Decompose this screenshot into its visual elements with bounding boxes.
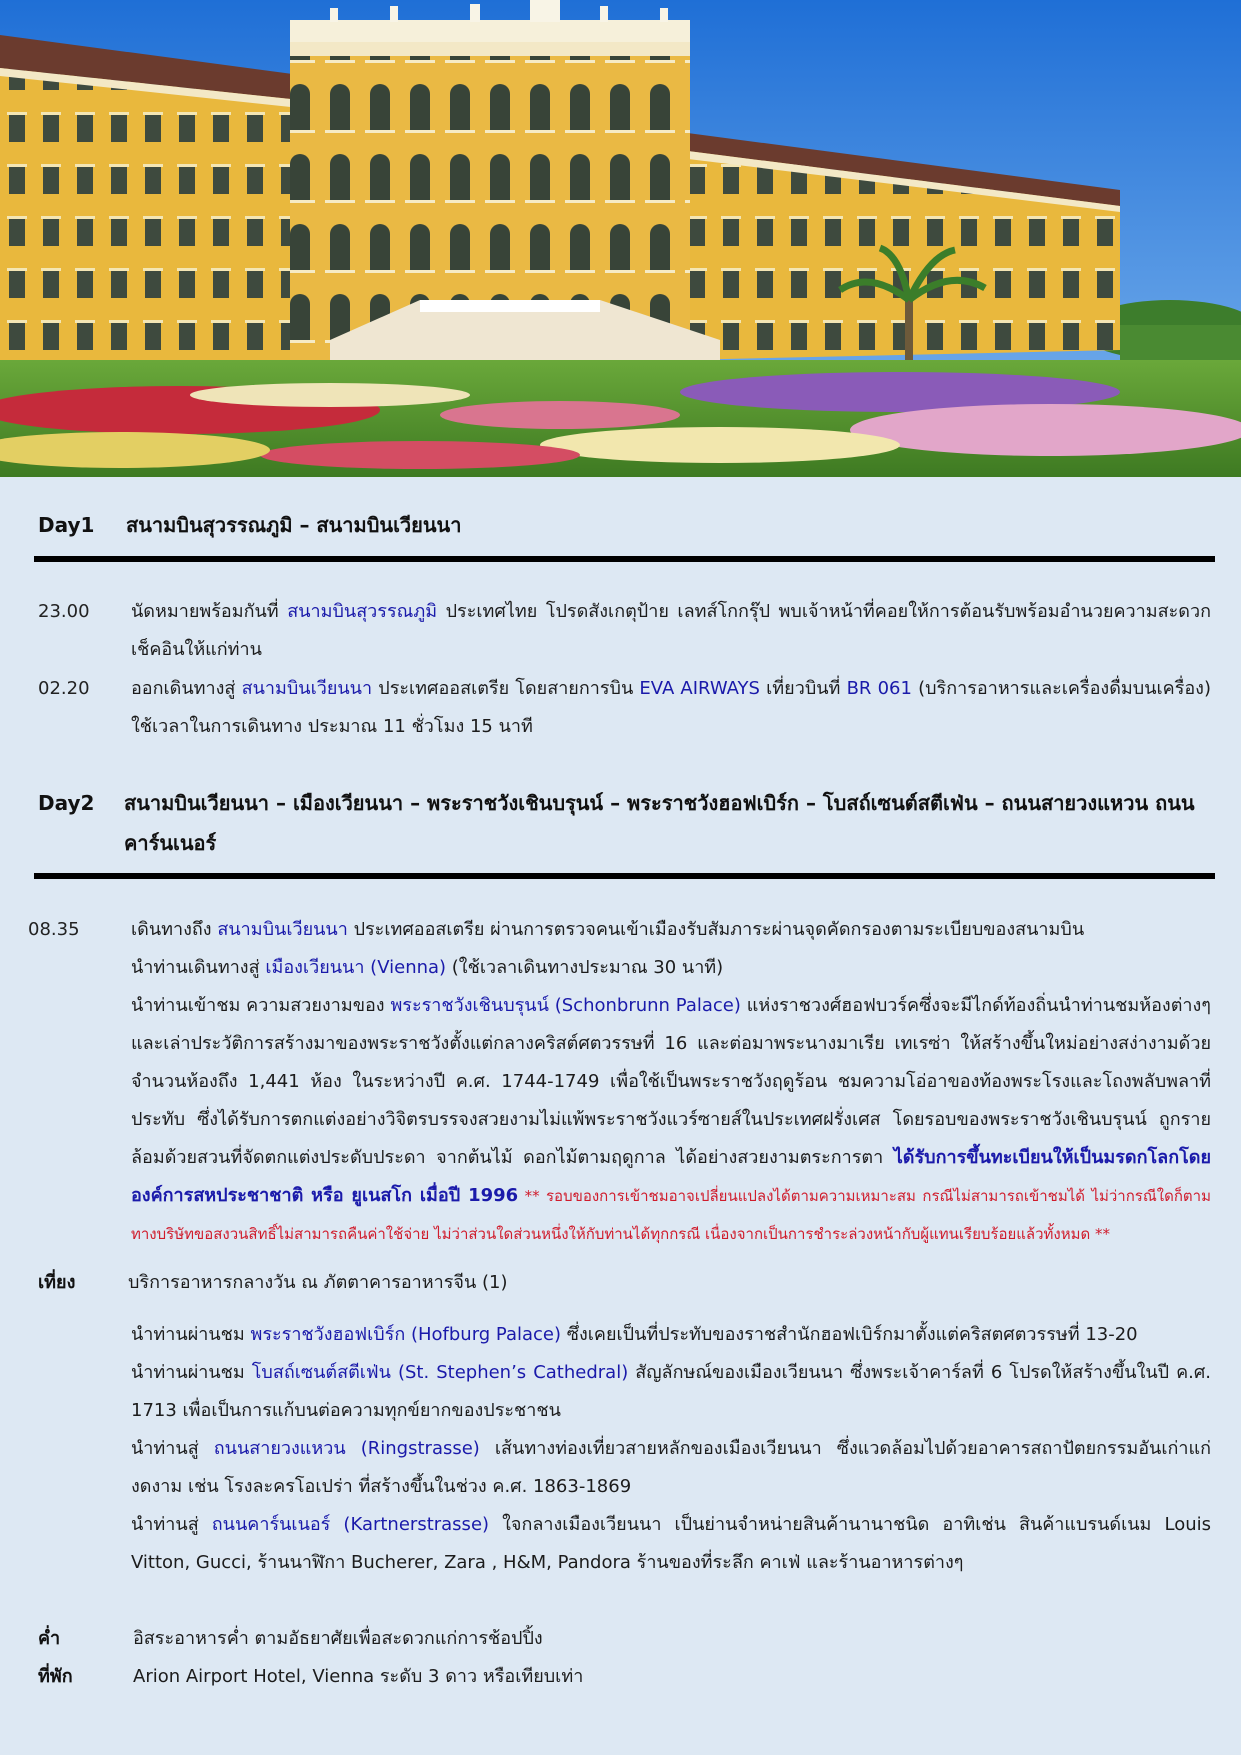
day1-item-text: นัดหมายพร้อมกันที่ สนามบินสุวรรณภูมิ ประเทศไทย โปรดสังเกตุป้าย เลทส์โกกรุ๊ป พบเจ้าหน้าที่คอยให้การต้อนรับพร้อมอำนวยความสะดวกเช็คอินให้แก่ท่าน <box>131 601 1211 660</box>
highlight-airline: EVA AIRWAYS <box>639 678 760 699</box>
hotel-text: Arion Airport Hotel, Vienna ระดับ 3 ดาว หรือเทียบเท่า <box>133 1666 584 1687</box>
day2-header <box>38 783 1213 867</box>
paragraph: นำท่านผ่านชม พระราชวังฮอฟเบิร์ก (Hofburg Palace) ซึ่งเคยเป็นที่ประทับของราชสำนักฮอฟเบิร์กมาตั้งแต่คริสตศตวรรษที่ 13-20 <box>131 1324 1138 1345</box>
day1-divider <box>34 556 1215 562</box>
paragraph: เดินทางถึง สนามบินเวียนนา ประเทศออสเตรีย ผ่านการตรวจคนเข้าเมืองรับสัมภาระผ่านจุดคัดกรองตามระเบียบของสนามบิน <box>131 919 1085 940</box>
highlight-place: สนามบินเวียนนา <box>217 919 348 940</box>
day2-divider <box>34 873 1215 879</box>
meal-text: บริการอาหารกลางวัน ณ ภัตตาคารอาหารจีน (1) <box>128 1272 508 1293</box>
highlight-place: สนามบินสุวรรณภูมิ <box>287 601 438 622</box>
paragraph: นำท่านผ่านชม โบสถ์เซนต์สตีเฟ่น (St. Stephen’s Cathedral) สัญลักษณ์ของเมืองเวียนนา ซึ่งพระเจ้าคาร์ลที่ 6 โปรดให้สร้างขึ้นในปี ค.ศ. 1713 เพื่อเป็นการแก้บนต่อความทุกข์ยากของประชาชน <box>131 1362 1212 1421</box>
day1-header <box>38 513 1213 553</box>
hero-photo <box>0 0 1241 477</box>
time-label: 08.35 <box>28 919 80 940</box>
paragraph: นำท่านเข้าชม ความสวยงามของ พระราชวังเชินบรุนน์ (Schonbrunn Palace) แห่งราชวงศ์ฮอฟบวร์คซึ่งจะมีไกด์ท้องถิ่นนำท่านชมห้องต่างๆและเล่าประวัติการสร้างมาของพระราชวังตั้งแต่กลางคริสต์ศตวรรษที่ 16 และต่อมาพระนางมาเรีย เทเรซ่า ให้สร้างขึ้นใหม่อย่างสง่างามด้วยจำนวนห้องถึง 1,441 ห้อง ในระหว่างปี ค.ศ. 1744-1749 เพื่อใช้เป็นพระราชวังฤดูร้อน ชมความโอ่อาของท้องพระโรงและโถงพลับพลาที่ประทับ ซึ่งได้รับการตกแต่งอย่างวิจิตรบรรจงสวยงามไม่แพ้พระราชวังแวร์ซายส์ในประเทศฝรั่งเศส โดยรอบของพระราชวังเชินบรุนน์ ถูกรายล้อมด้วยสวนที่จัดตกแต่งประดับประดา จากต้นไม้ ดอกไม้ตามฤดูกาล ได้อย่างสวยงามตระการตา ได้รับการขึ้นทะเบียนให้เป็นมรดกโลกโดยองค์การสหประชาชาติ หรือ ยูเนสโก เมื่อปี 1996 ** รอบของการเข้าชมอาจเปลี่ยนแปลงได้ตามความเหมาะสม กรณีไม่สามารถเข้าชมได้ ไม่ว่ากรณีใดก็ตาม ทางบริษัทขอสงวนสิทธิ์ไม่สามารถคืนค่าใช้จ่าย ไม่ว่าส่วนใดส่วนหนึ่งให้กับท่านได้ทุกกรณี เนื่องจากเป็นการชำระล่วงหน้ากับผู้แทนเรียบร้อยแล้วทั้งหมด ** <box>131 995 1211 1243</box>
disclaimer-note: ** รอบของการเข้าชมอาจเปลี่ยนแปลงได้ตามความเหมาะสม กรณีไม่สามารถเข้าชมได้ ไม่ว่ากรณีใดก็ตาม ทางบริษัทขอสงวนสิทธิ์ไม่สามารถคืนค่าใช้จ่าย ไม่ว่าส่วนใดส่วนหนึ่งให้กับท่านได้ทุกกรณี เนื่องจากเป็นการชำระล่วงหน้ากับผู้แทนเรียบร้อยแล้วทั้งหมด ** <box>131 1187 1211 1243</box>
schonbrunn-palace-photo <box>0 0 1241 477</box>
time-label: 02.20 <box>38 678 90 699</box>
highlight-place: เมืองเวียนนา (Vienna) <box>265 957 447 978</box>
highlight-unesco: ได้รับการขึ้นทะเบียนให้เป็นมรดกโลกโดยองค์การสหประชาชาติ หรือ ยูเนสโก เมื่อปี 1996 <box>131 1147 1211 1206</box>
highlight-place: ถนนสายวงแหวน (Ringstrasse) <box>213 1438 480 1459</box>
highlight-place: ถนนคาร์นเนอร์ (Kartnerstrasse) <box>211 1514 490 1535</box>
day1-title: สนามบินสุวรรณภูมิ – สนามบินเวียนนา <box>126 513 462 537</box>
hotel-label: ที่พัก <box>38 1666 73 1687</box>
day2-morning-text <box>131 911 1211 1253</box>
day2-label: Day2 <box>38 791 95 815</box>
highlight-place: สนามบินเวียนนา <box>241 678 373 699</box>
highlight-place: โบสถ์เซนต์สตีเฟ่น (St. Stephen’s Cathedral) <box>251 1362 629 1383</box>
highlight-flight: BR 061 <box>846 678 912 699</box>
day1-item-text: ออกเดินทางสู่ สนามบินเวียนนา ประเทศออสเตรีย โดยสายการบิน EVA AIRWAYS เที่ยวบินที่ BR 061 (บริการอาหารและเครื่องดื่มบนเครื่อง) ใช้เวลาในการเดินทาง ประมาณ 11 ชั่วโมง 15 นาที <box>131 678 1211 737</box>
paragraph: นำท่านสู่ ถนนคาร์นเนอร์ (Kartnerstrasse) ใจกลางเมืองเวียนนา เป็นย่านจำหน่ายสินค้านานาชนิด อาทิเช่น สินค้าแบรนด์เนม Louis Vitton, Gucci, ร้านนาฬิกา Bucherer, Zara , H&M, Pandora ร้านของที่ระลึก คาเฟ่ และร้านอาหารต่างๆ <box>131 1514 1212 1573</box>
meal-label: ค่ำ <box>38 1628 61 1649</box>
meal-text: อิสระอาหารค่ำ ตามอัธยาศัยเพื่อสะดวกแก่การช้อปปิ้ง <box>133 1628 543 1649</box>
paragraph: นำท่านเดินทางสู่ เมืองเวียนนา (Vienna) (ใช้เวลาเดินทางประมาณ 30 นาที) <box>131 957 724 978</box>
day2-afternoon-text <box>131 1316 1211 1582</box>
meal-label: เที่ยง <box>38 1272 76 1293</box>
paragraph: นำท่านสู่ ถนนสายวงแหวน (Ringstrasse) เส้นทางท่องเที่ยวสายหลักของเมืองเวียนนา ซึ่งแวดล้อมไปด้วยอาคารสถาปัตยกรรมอันเก่าแก่งดงาม เช่น โรงละครโอเปร่า ที่สร้างขึ้นในช่วง ค.ศ. 1863-1869 <box>131 1438 1211 1497</box>
highlight-place: พระราชวังเชินบรุนน์ (Schonbrunn Palace) <box>390 995 741 1016</box>
time-label: 23.00 <box>38 601 90 622</box>
day2-title: สนามบินเวียนนา – เมืองเวียนนา – พระราชวังเชินบรุนน์ – พระราชวังฮอฟเบิร์ก – โบสถ์เซนต์สตีเฟ่น – ถนนสายวงแหวน ถนนคาร์นเนอร์ <box>124 791 1195 855</box>
day1-label: Day1 <box>38 513 95 537</box>
highlight-place: พระราชวังฮอฟเบิร์ก (Hofburg Palace) <box>250 1324 562 1345</box>
